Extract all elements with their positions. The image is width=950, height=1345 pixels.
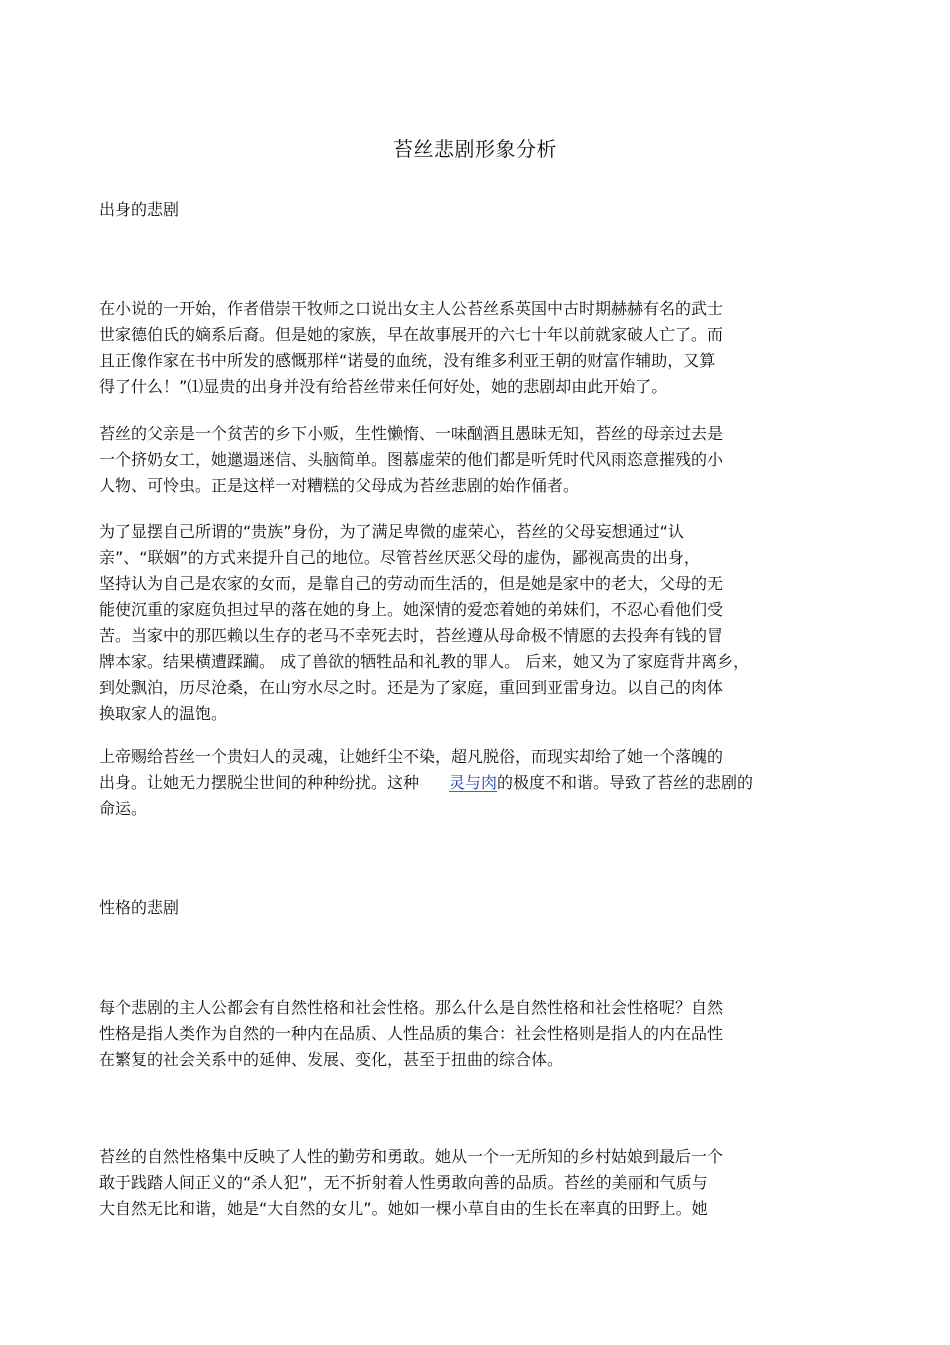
paragraph <box>99 995 723 1073</box>
paragraph-line: 且正像作家在书中所发的感慨那样“诺曼的血统，没有维多利亚王朝的财富作辅助，又算 <box>99 351 716 370</box>
paragraph-line: 一个挤奶女工，她邋遢迷信、头脑简单。图慕虚荣的他们都是听凭时代风雨恣意摧残的小 <box>99 450 724 469</box>
paragraph-line: 在繁复的社会关系中的延伸、发展、变化，甚至于扭曲的综合体。 <box>99 1050 564 1069</box>
paragraph-line: 命运。 <box>99 799 148 818</box>
paragraph-line: 在小说的一开始，作者借崇干牧师之口说出女主人公苔丝系英国中古时期赫赫有名的武士 <box>99 299 724 318</box>
paragraph-line: 牌本家。结果横遭蹂躏。 成了兽欲的牺牲品和礼教的罪人。 后来，她又为了家庭背井离乡， <box>99 652 750 671</box>
paragraph-line: 大自然无比和谐，她是“大自然的女儿”。她如一棵小草自由的生长在率真的田野上。她 <box>99 1199 708 1218</box>
soul-flesh-link[interactable]: 灵与肉 <box>449 773 498 792</box>
paragraph-line: 为了显摆自己所谓的“贵族”身份，为了满足卑微的虚荣心，苔丝的父母妄想通过“认 <box>99 522 684 541</box>
paragraph-line <box>99 770 753 796</box>
paragraph-line: 人物、可怜虫。正是这样一对糟糕的父母成为苔丝悲剧的始作俑者。 <box>99 476 580 495</box>
paragraph <box>99 296 723 400</box>
paragraph <box>99 519 749 727</box>
document-title: 苔丝悲剧形象分析 <box>393 137 557 161</box>
paragraph-text: 出身。让她无力摆脱尘世间的种种纷扰。这种 <box>99 773 420 792</box>
paragraph-line: 坚持认为自己是农家的女而，是靠自己的劳动而生活的，但是她是家中的老大，父母的无 <box>99 574 724 593</box>
paragraph-line: 苔丝的自然性格集中反映了人性的勤劳和勇敢。她从一个一无所知的乡村姑娘到最后一个 <box>99 1147 724 1166</box>
paragraph-line: 苔丝的父亲是一个贫苦的乡下小贩，生性懒惰、一味酗酒且愚昧无知，苔丝的母亲过去是 <box>99 424 724 443</box>
paragraph-line: 能使沉重的家庭负担过早的落在她的身上。她深情的爱恋着她的弟妹们，不忍心看他们受 <box>99 600 724 619</box>
section-heading-origin: 出身的悲剧 <box>99 200 180 219</box>
paragraph-line: 性格是指人类作为自然的一种内在品质、人性品质的集合：社会性格则是指人的内在品性 <box>99 1024 724 1043</box>
paragraph-line: 得了什么！”⑴显贵的出身并没有给苔丝带来任何好处，她的悲剧却由此开始了。 <box>99 377 668 396</box>
paragraph-line: 每个悲剧的主人公都会有自然性格和社会性格。那么什么是自然性格和社会性格呢？自然 <box>99 998 724 1017</box>
paragraph-line: 上帝赐给苔丝一个贵妇人的灵魂，让她纤尘不染，超凡脱俗，而现实却给了她一个落魄的 <box>99 747 724 766</box>
section-heading-character: 性格的悲剧 <box>99 898 180 917</box>
paragraph-line: 到处飘泊，历尽沧桑，在山穷水尽之时。还是为了家庭，重回到亚雷身边。以自己的肉体 <box>99 678 724 697</box>
paragraph-line: 亲”、“联姻”的方式来提升自己的地位。尽管苔丝厌恶父母的虚伪，鄙视高贵的出身， <box>99 548 700 567</box>
paragraph <box>99 744 753 822</box>
paragraph <box>99 1144 723 1222</box>
paragraph <box>99 421 723 499</box>
paragraph-line: 苦。当家中的那匹赖以生存的老马不幸死去时，苔丝遵从母命极不情愿的去投奔有钱的冒 <box>99 626 724 645</box>
paragraph-text: 的极度不和谐。导致了苔丝的悲剧的 <box>497 773 754 792</box>
paragraph-line: 敢于践踏人间正义的“杀人犯”，无不折射着人性勇敢向善的品质。苔丝的美丽和气质与 <box>99 1173 708 1192</box>
paragraph-line: 世家德伯氏的嫡系后裔。但是她的家族，早在故事展开的六七十年以前就家破人亡了。而 <box>99 325 724 344</box>
paragraph-line: 换取家人的温饱。 <box>99 704 228 723</box>
